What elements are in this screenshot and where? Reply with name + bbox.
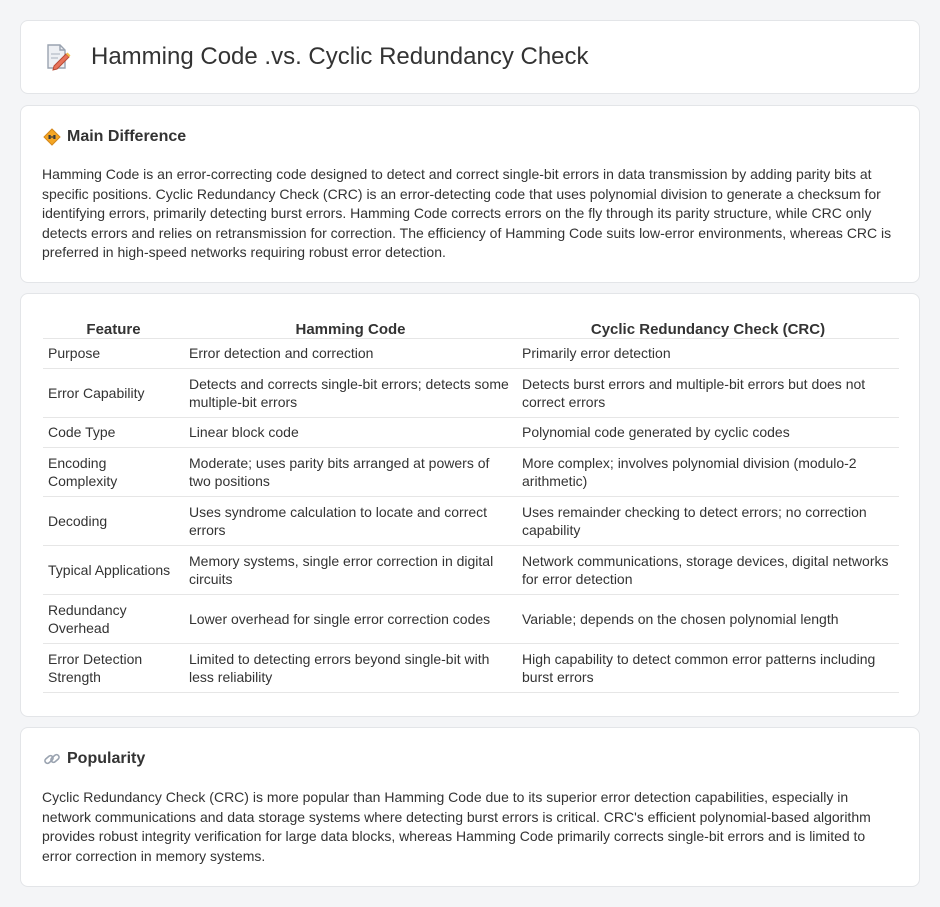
crc-cell: High capability to detect common error patterns including burst errors: [517, 643, 899, 692]
page-title: Hamming Code .vs. Cyclic Redundancy Check: [91, 43, 589, 70]
table-row: [43, 338, 899, 368]
feature-cell: Error Capability: [43, 368, 184, 417]
main-difference-text: Hamming Code is an error-correcting code designed to detect and correct single-bit errors in data transmission by adding parity bits at specific positions. Cyclic Redundancy Check (CRC) is an error-detecting code that uses polynomial division to generate a checksum for identifying errors, primarily detecting burst errors. Hamming Code corrects errors on the fly through its parity structure, while CRC only detects errors and relies on retransmission for correction. The efficiency of Hamming Code suits low-error environments, whereas CRC is preferred in high-speed networks requiring robust error detection.: [42, 166, 892, 260]
link-icon: [43, 750, 61, 768]
document-pencil-icon: [45, 43, 71, 71]
table-header-cell: Cyclic Redundancy Check (CRC): [517, 318, 899, 338]
table-row: [43, 368, 899, 417]
crc-cell: Uses remainder checking to detect errors; no correction capability: [517, 496, 899, 545]
popularity-heading: Popularity: [67, 750, 146, 767]
popularity-header: [43, 750, 145, 768]
main-difference-heading: Main Difference: [67, 128, 187, 145]
feature-cell: Error Detection Strength: [43, 643, 184, 692]
crc-cell: Network communications, storage devices, digital networks for error detection: [517, 545, 899, 594]
crc-cell: More complex; involves polynomial division (modulo-2 arithmetic): [517, 447, 899, 496]
hamming-cell: Lower overhead for single error correction codes: [184, 594, 517, 643]
feature-cell: Purpose: [43, 338, 184, 368]
hamming-cell: Detects and corrects single-bit errors; detects some multiple-bit errors: [184, 368, 517, 417]
table-row: [43, 545, 899, 594]
crc-cell: Detects burst errors and multiple-bit errors but does not correct errors: [517, 368, 899, 417]
table-row: [43, 496, 899, 545]
feature-cell: Encoding Complexity: [43, 447, 184, 496]
hamming-cell: Memory systems, single error correction in digital circuits: [184, 545, 517, 594]
popularity-text: Cyclic Redundancy Check (CRC) is more popular than Hamming Code due to its superior error detection capabilities, especially in network communications and data storage systems where detecting burst errors is critical. CRC's efficient polynomial-based algorithm provides robust integrity verification for large data blocks, whereas Hamming Code primarily corrects single-bit errors and is limited to error correction in memory systems.: [42, 789, 871, 864]
table-header-cell: Feature: [43, 318, 184, 338]
crc-cell: Variable; depends on the chosen polynomial length: [517, 594, 899, 643]
table-row: [43, 417, 899, 447]
comparison-section: [20, 293, 920, 717]
feature-cell: Typical Applications: [43, 545, 184, 594]
hamming-cell: Limited to detecting errors beyond single-bit with less reliability: [184, 643, 517, 692]
title-card: [20, 20, 920, 94]
crc-cell: Polynomial code generated by cyclic codes: [517, 417, 899, 447]
comparison-table: [43, 318, 899, 693]
main-difference-header: [43, 128, 186, 146]
feature-cell: Code Type: [43, 417, 184, 447]
hamming-cell: Linear block code: [184, 417, 517, 447]
feature-cell: Decoding: [43, 496, 184, 545]
table-header-cell: Hamming Code: [184, 318, 517, 338]
hamming-cell: Uses syndrome calculation to locate and correct errors: [184, 496, 517, 545]
table-header-row: [43, 318, 899, 338]
popularity-section: [20, 727, 920, 887]
main-difference-section: [20, 105, 920, 283]
diamond-sign-icon: [43, 128, 61, 146]
hamming-cell: Moderate; uses parity bits arranged at powers of two positions: [184, 447, 517, 496]
table-row: [43, 447, 899, 496]
hamming-cell: Error detection and correction: [184, 338, 517, 368]
table-row: [43, 643, 899, 692]
table-row: [43, 594, 899, 643]
crc-cell: Primarily error detection: [517, 338, 899, 368]
title-row: [45, 43, 589, 71]
feature-cell: Redundancy Overhead: [43, 594, 184, 643]
